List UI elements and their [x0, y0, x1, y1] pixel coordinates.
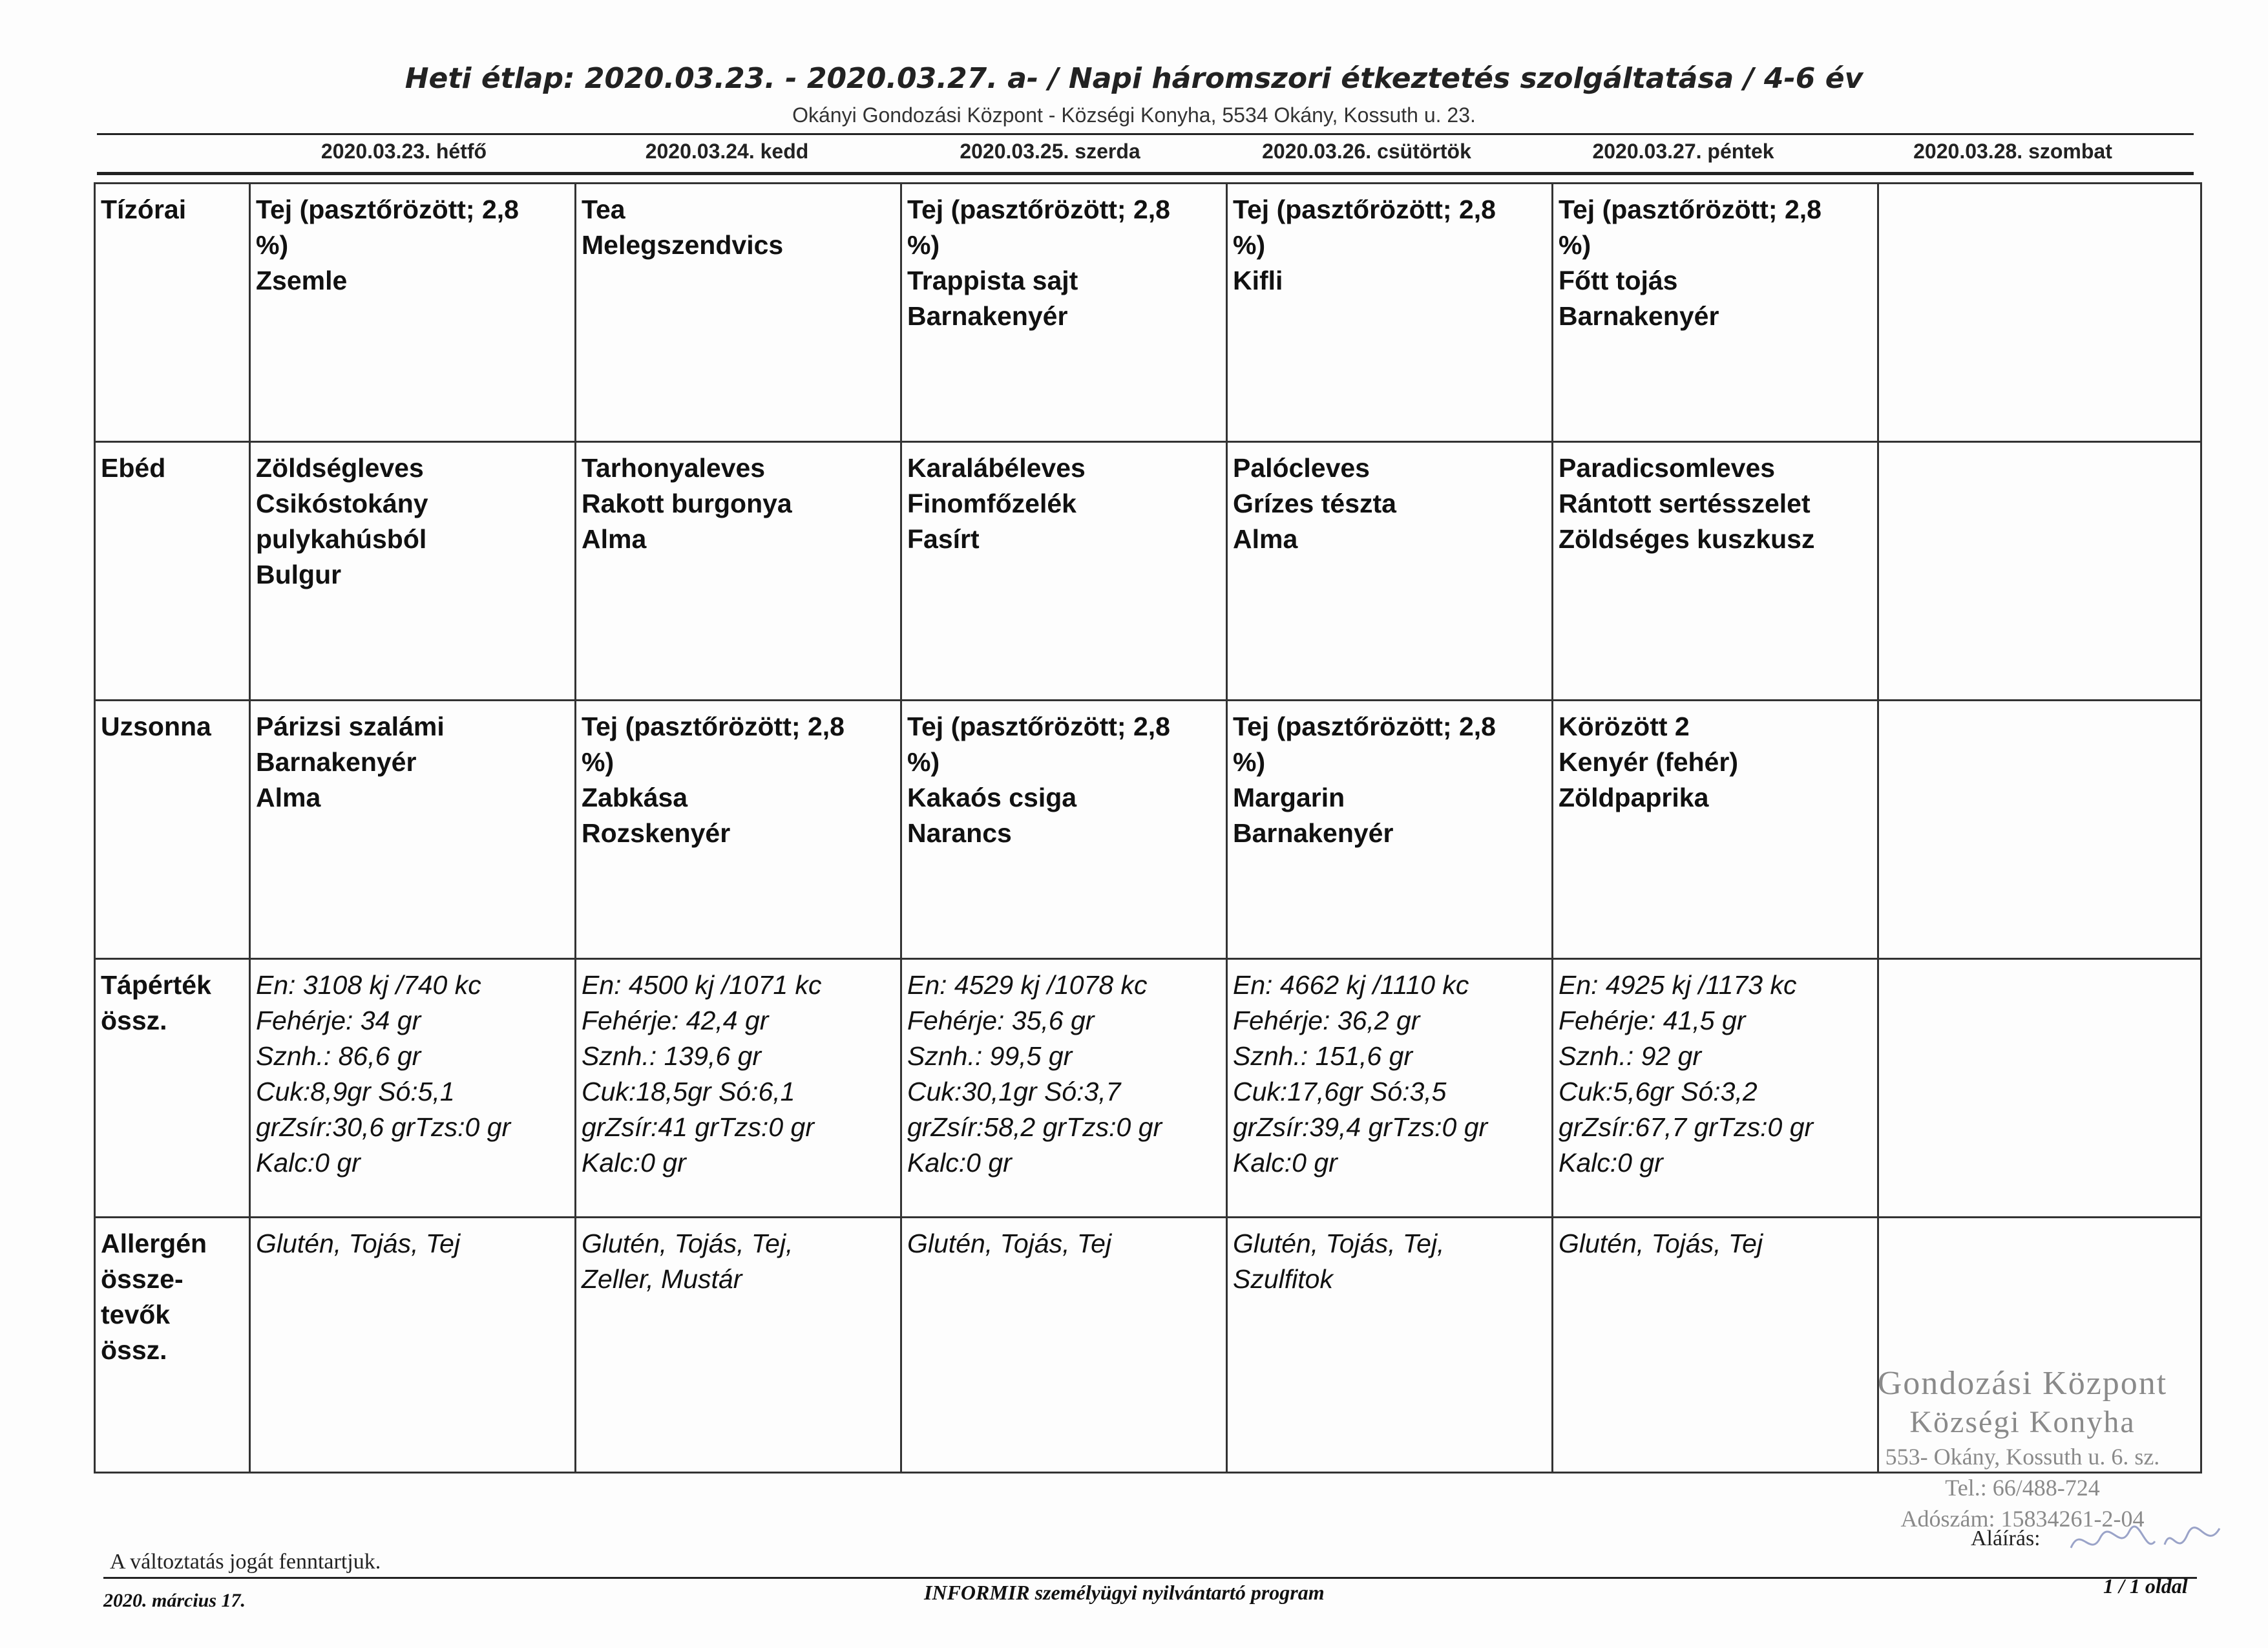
- menu-cell-wednesday: [901, 701, 1227, 959]
- menu-cell-line: Sznh.: 99,5 gr: [907, 1041, 1073, 1071]
- menu-row: [95, 959, 2201, 1218]
- menu-row: [95, 184, 2201, 442]
- menu-cell-line: En: 3108 kj /740 kc: [256, 970, 481, 1000]
- page-number: 1 / 1 oldal: [2103, 1574, 2188, 1598]
- menu-cell-monday: [250, 184, 576, 442]
- row-label-line: Uzsonna: [101, 712, 211, 741]
- menu-cell-thursday: [1227, 1218, 1553, 1473]
- menu-cell-saturday: [1878, 959, 2201, 1218]
- menu-cell-tuesday: [576, 701, 901, 959]
- header-rule-bottom: [97, 172, 2194, 175]
- menu-cell-line: Barnakenyér: [1559, 301, 1719, 331]
- menu-cell-monday: [250, 1218, 576, 1473]
- menu-cell-line: Tej (pasztőrözött; 2,8: [1233, 195, 1496, 224]
- menu-cell-line: Tej (pasztőrözött; 2,8: [907, 712, 1170, 741]
- row-label-line: össze-: [101, 1264, 184, 1294]
- day-header-thursday: 2020.03.26. csütörtök: [1262, 140, 1471, 163]
- menu-cell-line: Kakaós csiga: [907, 783, 1077, 812]
- page-title: Heti étlap: 2020.03.23. - 2020.03.27. a- / Napi háromszori étkeztetés szolgáltatása / 4-6 év: [404, 62, 1864, 95]
- menu-cell-friday: [1553, 959, 1878, 1218]
- menu-cell-thursday: [1227, 701, 1553, 959]
- row-label: [95, 184, 250, 442]
- menu-cell-line: Narancs: [907, 818, 1012, 848]
- menu-cell-line: Zöldségleves: [256, 453, 424, 483]
- menu-cell-line: Margarin: [1233, 783, 1345, 812]
- menu-cell-line: %): [907, 747, 940, 777]
- menu-cell-line: Kalc:0 gr: [907, 1148, 1012, 1178]
- stamp-line-5: Adószám: 15834261-2-04: [1900, 1506, 2145, 1532]
- menu-cell-line: Tej (pasztőrözött; 2,8: [1233, 712, 1496, 741]
- menu-cell-thursday: [1227, 184, 1553, 442]
- menu-cell-line: Fehérje: 35,6 gr: [907, 1006, 1095, 1035]
- menu-cell-line: Cuk:18,5gr Só:6,1: [582, 1077, 795, 1106]
- header-rule-top: [97, 133, 2194, 135]
- day-header-saturday: 2020.03.28. szombat: [1913, 140, 2112, 163]
- row-label: [95, 959, 250, 1218]
- row-label-line: Ebéd: [101, 453, 166, 483]
- menu-cell-line: Fehérje: 34 gr: [256, 1006, 421, 1035]
- menu-cell-line: pulykahúsból: [256, 524, 427, 554]
- menu-cell-monday: [250, 959, 576, 1218]
- day-header-monday: 2020.03.23. hétfő: [320, 140, 487, 163]
- menu-cell-thursday: [1227, 442, 1553, 701]
- menu-cell-line: %): [1233, 747, 1266, 777]
- menu-cell-wednesday: [901, 1218, 1227, 1473]
- menu-cell-line: Tej (pasztőrözött; 2,8: [907, 195, 1170, 224]
- menu-cell-line: Tea: [582, 195, 625, 224]
- day-header-friday: 2020.03.27. péntek: [1592, 140, 1774, 163]
- menu-cell-friday: [1553, 701, 1878, 959]
- menu-cell-tuesday: [576, 442, 901, 701]
- menu-row: [95, 701, 2201, 959]
- signature-scribble-icon: [2068, 1512, 2223, 1564]
- change-disclaimer: A változtatás jogát fenntartjuk.: [110, 1550, 381, 1574]
- menu-cell-line: Paradicsomleves: [1559, 453, 1776, 483]
- row-label-line: Tízórai: [101, 195, 187, 224]
- menu-cell-line: Grízes tészta: [1233, 489, 1396, 518]
- menu-cell-line: Kalc:0 gr: [582, 1148, 686, 1178]
- menu-cell-line: Tej (pasztőrözött; 2,8: [582, 712, 845, 741]
- menu-cell-line: Főtt tojás: [1559, 266, 1678, 295]
- menu-cell-line: Rakott burgonya: [582, 489, 792, 518]
- stamp-line-4: Tel.: 66/488-724: [1945, 1475, 2100, 1501]
- menu-cell-line: Glutén, Tojás, Tej: [1559, 1229, 1763, 1258]
- row-label-line: össz.: [101, 1335, 167, 1365]
- menu-cell-wednesday: [901, 184, 1227, 442]
- menu-cell-line: Glutén, Tojás, Tej,: [582, 1229, 793, 1258]
- menu-cell-line: Palócleves: [1233, 453, 1370, 483]
- stamp-line-2: Községi Konyha: [1909, 1405, 2136, 1439]
- menu-cell-line: Zabkása: [582, 783, 688, 812]
- row-label-line: tevők: [101, 1300, 171, 1329]
- day-header-row: [94, 140, 2194, 172]
- menu-cell-line: Fehérje: 41,5 gr: [1559, 1006, 1746, 1035]
- kitchen-stamp: [1790, 1364, 2255, 1534]
- menu-cell-line: Kalc:0 gr: [256, 1148, 361, 1178]
- row-label-line: Tápérték: [101, 970, 211, 1000]
- menu-cell-line: Karalábéleves: [907, 453, 1086, 483]
- menu-cell-line: Párizsi szalámi: [256, 712, 445, 741]
- menu-cell-line: grZsír:58,2 grTzs:0 gr: [907, 1112, 1162, 1142]
- menu-cell-line: En: 4529 kj /1078 kc: [907, 970, 1148, 1000]
- row-label: [95, 442, 250, 701]
- menu-cell-line: En: 4662 kj /1110 kc: [1233, 970, 1469, 1000]
- menu-cell-saturday: [1878, 442, 2201, 701]
- menu-cell-line: Sznh.: 92 gr: [1559, 1041, 1702, 1071]
- menu-cell-line: Körözött 2: [1559, 712, 1690, 741]
- menu-cell-line: Szulfitok: [1233, 1264, 1333, 1294]
- menu-cell-line: Cuk:17,6gr Só:3,5: [1233, 1077, 1447, 1106]
- row-label: [95, 1218, 250, 1473]
- program-name: INFORMIR személyügyi nyilvántartó program: [924, 1581, 1325, 1604]
- menu-cell-line: Sznh.: 151,6 gr: [1233, 1041, 1413, 1071]
- menu-cell-line: Sznh.: 139,6 gr: [582, 1041, 762, 1071]
- menu-cell-line: Finomfőzelék: [907, 489, 1076, 518]
- menu-cell-line: Kifli: [1233, 266, 1283, 295]
- menu-cell-line: Kalc:0 gr: [1559, 1148, 1663, 1178]
- menu-cell-line: grZsír:39,4 grTzs:0 gr: [1233, 1112, 1488, 1142]
- menu-cell-line: Zsemle: [256, 266, 348, 295]
- menu-cell-line: En: 4500 kj /1071 kc: [582, 970, 822, 1000]
- footer-rule: [103, 1577, 2197, 1579]
- menu-cell-line: Bulgur: [256, 560, 342, 589]
- menu-cell-line: %): [1233, 230, 1266, 260]
- menu-cell-line: Glutén, Tojás, Tej: [907, 1229, 1112, 1258]
- menu-cell-line: Zöldséges kuszkusz: [1559, 524, 1815, 554]
- menu-cell-tuesday: [576, 1218, 901, 1473]
- menu-cell-line: Tej (pasztőrözött; 2,8: [256, 195, 519, 224]
- menu-cell-line: Rozskenyér: [582, 818, 731, 848]
- menu-cell-line: Zöldpaprika: [1559, 783, 1709, 812]
- menu-cell-line: Tarhonyaleves: [582, 453, 766, 483]
- menu-cell-line: Barnakenyér: [256, 747, 417, 777]
- menu-cell-line: Glutén, Tojás, Tej,: [1233, 1229, 1445, 1258]
- menu-cell-line: Trappista sajt: [907, 266, 1078, 295]
- menu-cell-line: Zeller, Mustár: [582, 1264, 742, 1294]
- menu-cell-line: Fasírt: [907, 524, 980, 554]
- menu-cell-line: Glutén, Tojás, Tej: [256, 1229, 461, 1258]
- menu-cell-line: %): [256, 230, 289, 260]
- menu-cell-line: Rántott sertésszelet: [1559, 489, 1811, 518]
- menu-cell-line: Alma: [256, 783, 321, 812]
- menu-cell-line: Csikóstokány: [256, 489, 428, 518]
- signature-label: Aláírás:: [1971, 1527, 2041, 1550]
- menu-cell-line: Sznh.: 86,6 gr: [256, 1041, 421, 1071]
- menu-cell-thursday: [1227, 959, 1553, 1218]
- menu-cell-monday: [250, 442, 576, 701]
- day-header-wednesday: 2020.03.25. szerda: [960, 140, 1140, 163]
- menu-cell-saturday: [1878, 701, 2201, 959]
- menu-cell-line: grZsír:41 grTzs:0 gr: [582, 1112, 814, 1142]
- stamp-line-1: Gondozási Központ: [1877, 1365, 2168, 1402]
- menu-cell-line: Alma: [1233, 524, 1298, 554]
- menu-cell-line: Barnakenyér: [1233, 818, 1394, 848]
- menu-cell-wednesday: [901, 442, 1227, 701]
- menu-table: [94, 182, 2202, 1474]
- menu-cell-line: Cuk:5,6gr Só:3,2: [1559, 1077, 1758, 1106]
- row-label: [95, 701, 250, 959]
- menu-cell-line: %): [1559, 230, 1591, 260]
- row-label-line: Allergén: [101, 1229, 207, 1258]
- menu-cell-tuesday: [576, 184, 901, 442]
- day-header-tuesday: 2020.03.24. kedd: [645, 140, 809, 163]
- menu-cell-friday: [1553, 184, 1878, 442]
- menu-cell-line: %): [907, 230, 940, 260]
- print-date: 2020. március 17.: [103, 1590, 246, 1611]
- row-label-line: össz.: [101, 1006, 167, 1035]
- menu-cell-line: Fehérje: 36,2 gr: [1233, 1006, 1420, 1035]
- menu-cell-friday: [1553, 442, 1878, 701]
- menu-cell-line: grZsír:30,6 grTzs:0 gr: [256, 1112, 511, 1142]
- menu-cell-line: Kenyér (fehér): [1559, 747, 1738, 777]
- menu-cell-wednesday: [901, 959, 1227, 1218]
- menu-cell-line: Tej (pasztőrözött; 2,8: [1559, 195, 1822, 224]
- menu-cell-saturday: [1878, 184, 2201, 442]
- menu-cell-line: Cuk:8,9gr Só:5,1: [256, 1077, 455, 1106]
- menu-cell-monday: [250, 701, 576, 959]
- menu-cell-line: En: 4925 kj /1173 kc: [1559, 970, 1797, 1000]
- menu-cell-line: %): [582, 747, 614, 777]
- page-subtitle: Okányi Gondozási Központ - Községi Konyha, 5534 Okány, Kossuth u. 23.: [792, 103, 1476, 127]
- menu-cell-line: Kalc:0 gr: [1233, 1148, 1338, 1178]
- menu-row: [95, 442, 2201, 701]
- menu-cell-line: Melegszendvics: [582, 230, 784, 260]
- menu-cell-line: Cuk:30,1gr Só:3,7: [907, 1077, 1121, 1106]
- menu-cell-line: Alma: [582, 524, 647, 554]
- stamp-line-3: 553- Okány, Kossuth u. 6. sz.: [1885, 1444, 2160, 1470]
- menu-cell-line: grZsír:67,7 grTzs:0 gr: [1559, 1112, 1814, 1142]
- menu-cell-line: Barnakenyér: [907, 301, 1068, 331]
- menu-cell-tuesday: [576, 959, 901, 1218]
- menu-cell-line: Fehérje: 42,4 gr: [582, 1006, 769, 1035]
